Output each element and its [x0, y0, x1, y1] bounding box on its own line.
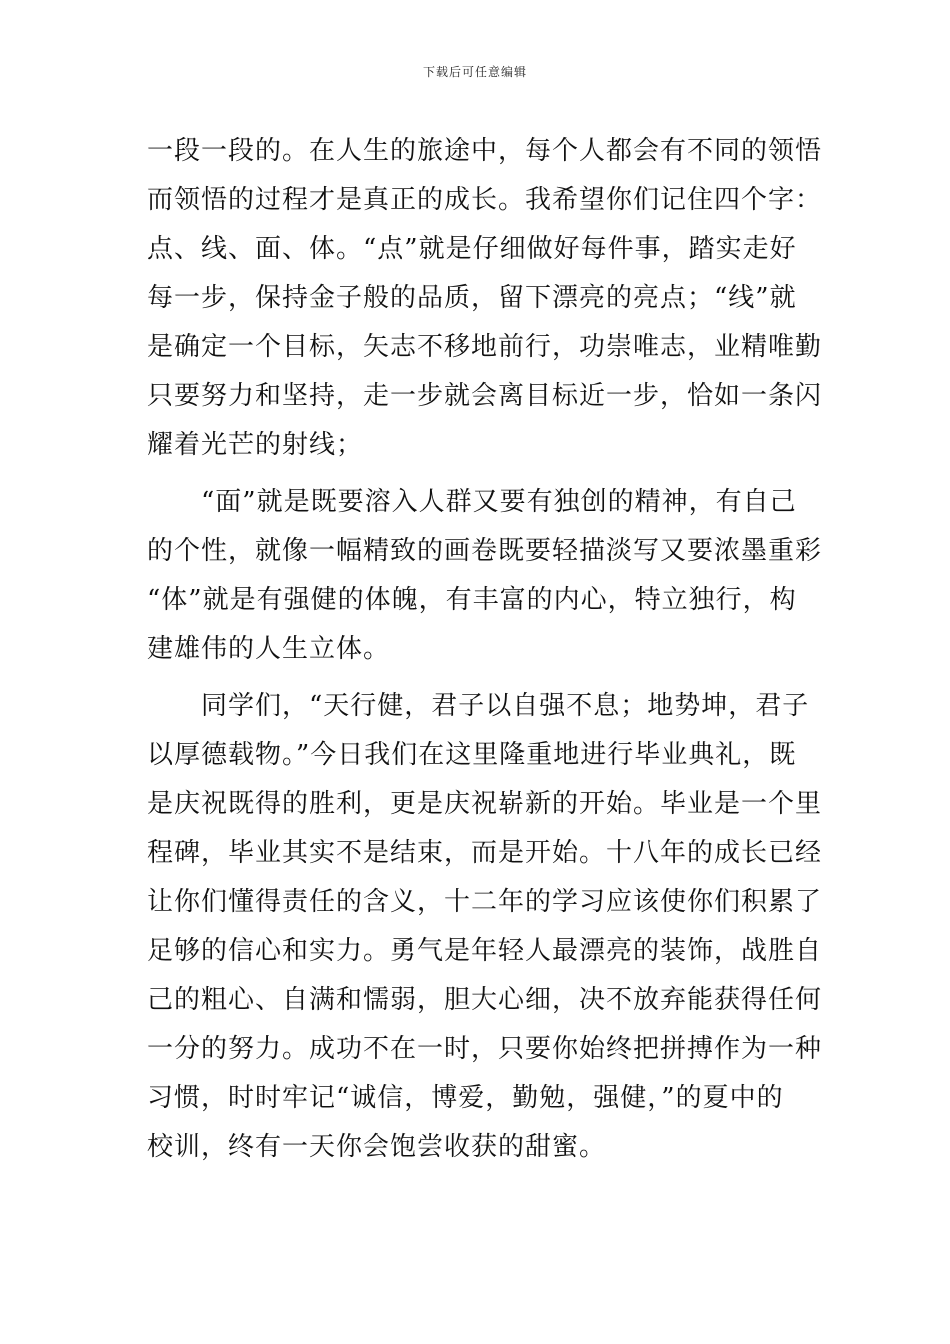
text-line: 每一步，保持金子般的品质，留下漂亮的亮点；“线”就: [147, 283, 797, 313]
text-line: 点、线、面、体。“点”就是仔细做好每件事，踏实走好: [147, 234, 797, 264]
text-line: 同学们，“天行健，君子以自强不息；地势坤，君子: [147, 691, 810, 721]
text-line: 建雄伟的人生立体。: [147, 634, 391, 664]
paragraph-spacer: [147, 674, 807, 682]
text-line: 是确定一个目标，矢志不移地前行，功崇唯志，业精唯勤: [147, 332, 823, 362]
text-line: 一分的努力。成功不在一时，只要你始终把拼搏作为一种: [147, 1034, 823, 1064]
paragraph-3: [147, 682, 823, 1172]
paragraph-spacer: [147, 470, 807, 478]
text-line: 只要努力和坚持，走一步就会离目标近一步，恰如一条闪: [147, 381, 823, 411]
text-line: 足够的信心和实力。勇气是年轻人最漂亮的装饰，战胜自: [147, 936, 823, 966]
text-line: 以厚德载物。”今日我们在这里隆重地进行毕业典礼，既: [147, 740, 797, 770]
paragraph-1: [147, 127, 823, 470]
document-body: [147, 127, 823, 1172]
text-line: 习惯，时时牢记“诚信，博爱，勤勉，强健，”的夏中的: [147, 1083, 784, 1113]
text-line: 而领悟的过程才是真正的成长。我希望你们记住四个字：: [147, 185, 823, 215]
text-line: 是庆祝既得的胜利，更是庆祝崭新的开始。毕业是一个里: [147, 789, 823, 819]
text-line: 一段一段的。在人生的旅途中，每个人都会有不同的领悟: [147, 136, 823, 166]
text-line: 程碑，毕业其实不是结束，而是开始。十八年的成长已经: [147, 838, 823, 868]
text-line: 让你们懂得责任的含义，十二年的学习应该使你们积累了: [147, 887, 823, 917]
text-line: 己的粗心、自满和懦弱，胆大心细，决不放弃能获得任何: [147, 985, 823, 1015]
text-line: “体”就是有强健的体魄，有丰富的内心，特立独行，构: [147, 585, 797, 615]
text-line: 校训，终有一天你会饱尝收获的甜蜜。: [147, 1132, 607, 1162]
text-line: 的个性，就像一幅精致的画卷既要轻描淡写又要浓墨重彩: [147, 536, 823, 566]
page-header-note: 下载后可任意编辑: [422, 65, 527, 79]
paragraph-2: [147, 478, 823, 674]
text-line: 耀着光芒的射线；: [147, 430, 364, 460]
text-line: “面”就是既要溶入人群又要有独创的精神，有自己: [147, 487, 797, 517]
